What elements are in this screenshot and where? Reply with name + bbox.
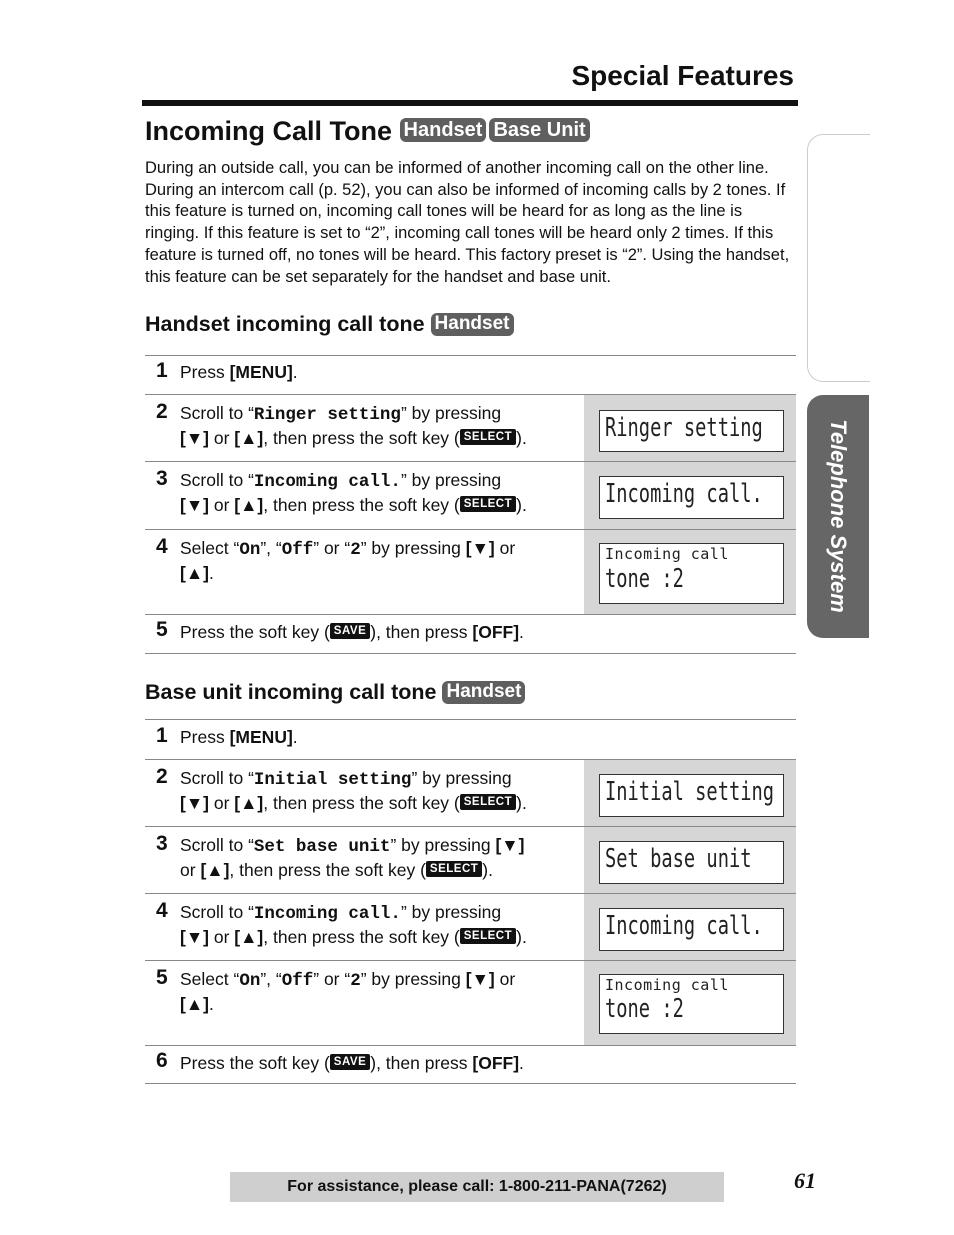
lcd-line: tone :2 <box>605 994 684 1024</box>
step-text: Press [MENU]. <box>180 727 298 747</box>
menu-key: [MENU] <box>229 727 293 747</box>
lcd-line: Ringer setting <box>605 413 763 443</box>
step-text: Select “On”, “Off” or “2” by pressing [▼] or [▲]. <box>180 538 516 583</box>
step-number: 5 <box>156 618 168 641</box>
step-text: Scroll to “Initial setting” by pressing [▼] or [▲], then press the soft key ( SELECT ). <box>180 768 527 813</box>
handset-tag: Handset <box>431 313 514 336</box>
section-title-text: Incoming Call Tone <box>145 116 393 146</box>
footer-assistance: For assistance, please call: 1-800-211-PANA(7262) <box>230 1172 724 1202</box>
down-key: [▼] <box>180 494 209 515</box>
lcd-display <box>599 774 784 817</box>
down-key: [▼] <box>180 427 209 448</box>
base-unit-steps <box>145 719 796 1084</box>
side-tab-blank <box>807 134 870 382</box>
step-row <box>145 356 796 395</box>
step-text: Scroll to “Incoming call.” by pressing [▼] or [▲], then press the soft key ( SELECT ). <box>180 902 527 947</box>
down-key: [▼] <box>495 835 525 855</box>
up-key: [▲] <box>200 859 230 880</box>
step-number: 3 <box>156 832 168 855</box>
lcd-panel <box>584 961 796 1045</box>
step-number: 2 <box>156 765 168 788</box>
save-key-icon: SAVE <box>330 1054 370 1070</box>
select-key-icon: SELECT <box>426 861 482 877</box>
lcd-panel <box>584 760 796 826</box>
header-rule <box>142 100 798 106</box>
lcd-display <box>599 908 784 951</box>
up-key: [▲] <box>234 427 264 448</box>
step-number: 2 <box>156 400 168 423</box>
lcd-display <box>599 543 784 604</box>
handset-subheading <box>145 312 514 337</box>
base-unit-subheading <box>145 680 525 705</box>
step-number: 1 <box>156 359 168 382</box>
menu-item-ref: Incoming call. <box>253 472 401 492</box>
step-text: Scroll to “Incoming call.” by pressing [▼] or [▲], then press the soft key ( SELECT ). <box>180 470 527 515</box>
lcd-panel <box>584 462 796 529</box>
step-number: 3 <box>156 467 168 490</box>
down-key: [▼] <box>465 969 495 989</box>
handset-subheading-text: Handset incoming call tone <box>145 312 425 336</box>
step-text: Select “On”, “Off” or “2” by pressing [▼] or [▲]. <box>180 969 516 1014</box>
step-number: 4 <box>156 535 168 558</box>
up-key: [▲] <box>234 926 264 947</box>
down-key: [▼] <box>180 926 209 947</box>
select-key-icon: SELECT <box>460 496 516 512</box>
step-row <box>145 827 796 894</box>
step-number: 5 <box>156 966 168 989</box>
step-row <box>145 1046 796 1084</box>
base-unit-tag: Base Unit <box>489 118 589 142</box>
step-row <box>145 961 796 1046</box>
up-key: [▲] <box>234 494 264 515</box>
step-text: Press [MENU]. <box>180 362 298 382</box>
down-key: [▼] <box>180 792 209 813</box>
up-key: [▲] <box>180 993 209 1014</box>
up-key: [▲] <box>234 792 264 813</box>
off-key: [OFF] <box>472 1053 520 1073</box>
lcd-line: Initial setting <box>605 777 775 807</box>
step-row <box>145 615 796 654</box>
step-number: 6 <box>156 1049 168 1072</box>
step-text: Scroll to “Ringer setting” by pressing [▼] or [▲], then press the soft key ( SELECT ). <box>180 403 527 448</box>
handset-tag: Handset <box>400 118 487 142</box>
lcd-line: Incoming call <box>605 545 729 563</box>
step-row <box>145 894 796 961</box>
menu-item-ref: Ringer setting <box>253 405 401 425</box>
page-header-title: Special Features <box>571 60 794 91</box>
off-key: [OFF] <box>472 622 520 642</box>
page-number: 61 <box>794 1168 816 1193</box>
lcd-display <box>599 410 784 452</box>
step-number: 4 <box>156 899 168 922</box>
step-text: Press the soft key ( SAVE ), then press [OFF]. <box>180 622 524 642</box>
section-title <box>145 116 590 147</box>
lcd-line: Set base unit <box>605 844 752 874</box>
up-key: [▲] <box>180 562 209 583</box>
menu-key: [MENU] <box>229 362 293 382</box>
step-number: 1 <box>156 724 168 747</box>
intro-paragraph: During an outside call, you can be informed of another incoming call on the other line. During an intercom call (p. 52), you can also be informed of incoming calls by 2 tones. If this feature is turned on, incoming call tones will be heard for as long as the line is ringing. If this feature is set to “2”, incoming call tones will be heard only 2 times. If this feature is turned off, no tones will be heard. This factory preset is “2”. Using the handset, this feature can be set separately for the handset and base unit. <box>145 159 790 286</box>
lcd-line: tone :2 <box>605 564 684 594</box>
save-key-icon: SAVE <box>330 623 370 639</box>
lcd-panel <box>584 894 796 960</box>
side-tab-label: Telephone System <box>826 419 851 613</box>
step-row <box>145 530 796 615</box>
lcd-display <box>599 974 784 1034</box>
step-row <box>145 395 796 462</box>
lcd-panel <box>584 827 796 893</box>
step-text: Scroll to “Set base unit” by pressing [▼] or [▲], then press the soft key ( SELECT ). <box>180 835 525 880</box>
lcd-line: Incoming call. <box>605 911 763 941</box>
step-row <box>145 462 796 530</box>
lcd-line: Incoming call <box>605 976 729 994</box>
step-text: Press the soft key ( SAVE ), then press [OFF]. <box>180 1053 524 1073</box>
base-unit-subheading-text: Base unit incoming call tone <box>145 680 437 704</box>
lcd-display <box>599 841 784 884</box>
select-key-icon: SELECT <box>460 928 516 944</box>
step-row <box>145 720 796 760</box>
handset-steps <box>145 355 796 654</box>
lcd-line: Incoming call. <box>605 479 763 509</box>
select-key-icon: SELECT <box>460 429 516 445</box>
handset-tag: Handset <box>442 681 525 704</box>
lcd-display <box>599 476 784 519</box>
lcd-panel <box>584 530 796 614</box>
down-key: [▼] <box>465 538 495 558</box>
step-row <box>145 760 796 827</box>
lcd-panel <box>584 395 796 461</box>
select-key-icon: SELECT <box>460 794 516 810</box>
